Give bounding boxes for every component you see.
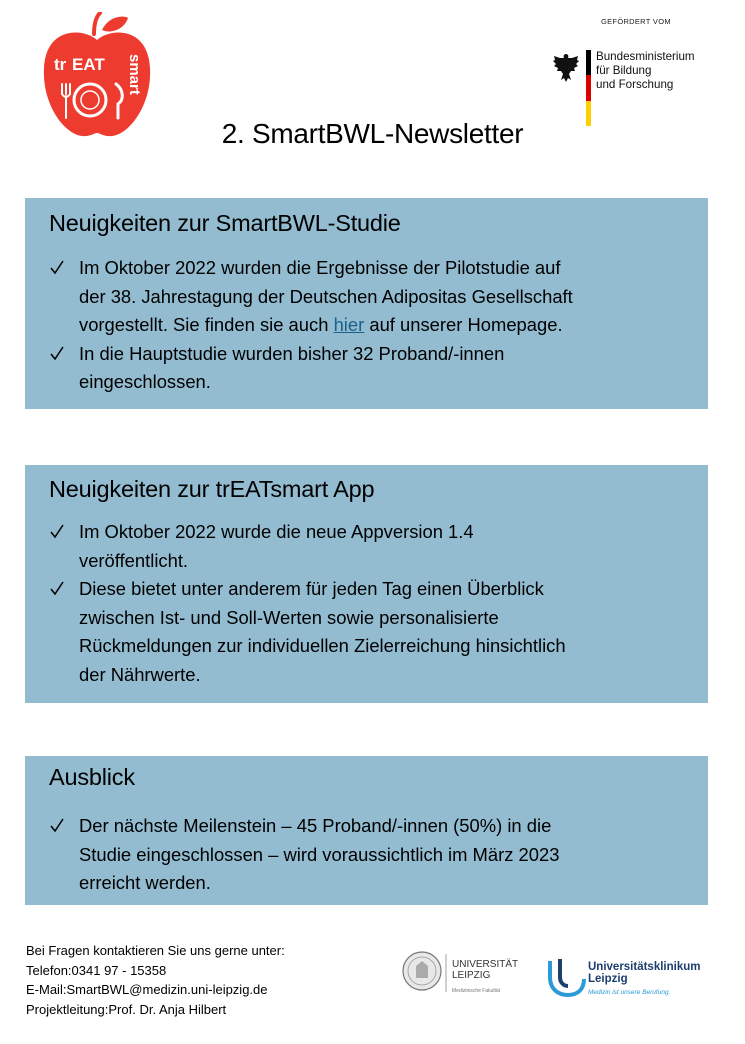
uni-leipzig-logo xyxy=(400,948,530,998)
bmbf-line1: Bundesministerium xyxy=(596,50,695,63)
list-item: Diese bietet unter anderem für jeden Tag einen Überblick zwischen Ist- und Soll-Werten sowie personalisierte Rückmeldungen zur individuellen Zielerreichung hinsichtlich der Nährwerte. xyxy=(49,575,674,689)
contact-phone: Telefon:0341 97 - 15358 xyxy=(26,962,167,978)
checkmark-icon xyxy=(49,575,65,603)
svg-text:Leipzig: Leipzig xyxy=(588,973,628,985)
section-app-news xyxy=(25,465,708,703)
checkmark-icon xyxy=(49,518,65,546)
list-item: Der nächste Meilenstein – 45 Proband/-innen (50%) in die Studie eingeschlossen – wird voraussichtlich im März 2023 erreicht werden. xyxy=(49,812,674,898)
bmbf-line3: und Forschung xyxy=(596,78,674,91)
page-title: 2. SmartBWL-Newsletter xyxy=(221,118,524,149)
list-item: Im Oktober 2022 wurde die neue Appversion 1.4 veröffentlicht. xyxy=(49,518,674,575)
logo-text-tr: tr xyxy=(54,55,67,74)
federal-eagle-icon xyxy=(552,50,580,84)
svg-text:Medizin ist unsere Berufung.: Medizin ist unsere Berufung. xyxy=(588,989,671,996)
ukl-logo xyxy=(548,955,713,1000)
logo-text-eat: EAT xyxy=(72,55,105,74)
contact-info xyxy=(26,941,285,1019)
section-heading: Neuigkeiten zur SmartBWL-Studie xyxy=(49,210,401,236)
logo-text-smart: smart xyxy=(126,54,143,95)
german-flag-bar xyxy=(586,50,591,126)
checkmark-icon xyxy=(49,340,65,368)
contact-lead: Projektleitung:Prof. Dr. Anja Hilbert xyxy=(26,1001,227,1017)
funded-by-label: GEFÖRDERT VOM xyxy=(601,17,671,26)
homepage-link[interactable]: hier xyxy=(333,314,365,335)
list-item: Im Oktober 2022 wurden die Ergebnisse der Pilotstudie auf der 38. Jahrestagung der Deutschen Adipositas Gesellschaft vorgestellt. Sie finden sie auch hier auf unserer Homepage. xyxy=(49,254,674,340)
checkmark-icon xyxy=(49,812,65,840)
list-item: In die Hauptstudie wurden bisher 32 Proband/-innen eingeschlossen. xyxy=(49,340,674,397)
bmbf-line2: für Bildung xyxy=(596,64,652,77)
section-heading: Neuigkeiten zur trEATsmart App xyxy=(49,476,375,502)
svg-text:Medizinische Fakultät: Medizinische Fakultät xyxy=(452,988,501,994)
section-heading: Ausblick xyxy=(49,764,135,790)
contact-email: E-Mail:SmartBWL@medizin.uni-leipzig.de xyxy=(26,982,268,997)
svg-text:LEIPZIG: LEIPZIG xyxy=(452,970,491,981)
section-outlook xyxy=(25,756,708,905)
contact-intro: Bei Fragen kontaktieren Sie uns gerne unter: xyxy=(26,943,285,958)
svg-text:Universitätsklinikum: Universitätsklinikum xyxy=(588,961,701,973)
checkmark-icon xyxy=(49,254,65,282)
svg-text:UNIVERSITÄT: UNIVERSITÄT xyxy=(452,959,519,970)
ukl-mark-icon xyxy=(550,961,584,995)
section-study-news xyxy=(25,198,708,409)
